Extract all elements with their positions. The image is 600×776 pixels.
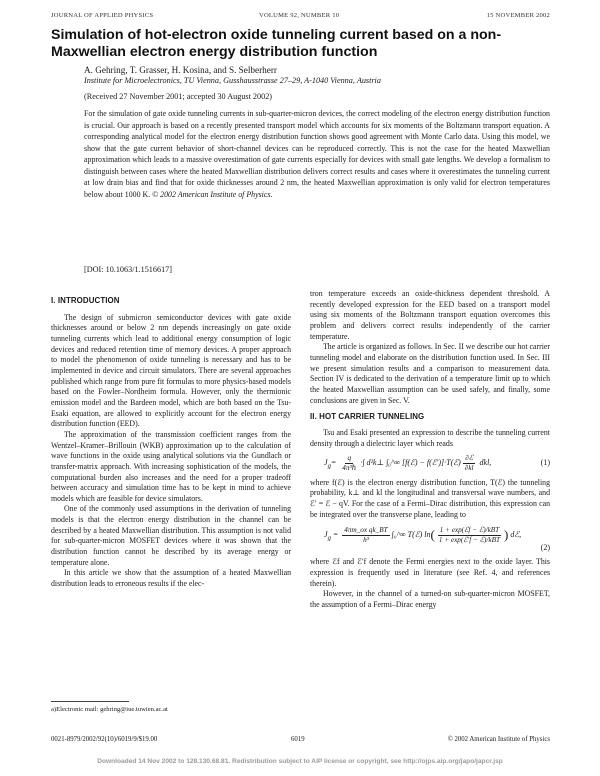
page-footer xyxy=(51,736,550,746)
body-paragraph: where ℰf and ℰ′f denote the Fermi energies next to the oxide layer. This expression is frequently used in literature (see Ref. 4, and references therein). xyxy=(310,557,550,588)
intro-paragraph: The design of submicron semiconductor devices with gate oxide thicknesses around or below 2 nm depends increasingly on gate oxide tunneling currents which lead to additional energy consumption of logic devices and reduced retention time of memory devices. A proper approach to model the phenomenon of oxide tunneling is necessary and has to be implemented in device and circuit simulators. There are several approaches published which range from pure fit formulas to more physics-based models based on the Fowler–Nordheim formula. However, only the thermionic emission model and the Bardeen model, which are both based on the Tsu-Esaki equation, are allowed to explicitly account for the electron energy distribution function (EED). xyxy=(51,312,291,429)
body-paragraph: However, in the channel of a turned-on sub-quarter-micron MOSFET, the assumption of a Fermi–Dirac energy xyxy=(310,589,550,609)
fraction: $\frac{\text{4πm\_ox qk\_BT}}{\text{h³}}$ xyxy=(344,526,388,544)
footnote: a)Electronic mail: gehring@iue.tuwien.ac.at xyxy=(51,706,168,713)
running-header xyxy=(51,12,550,22)
volume-number: VOLUME 92, NUMBER 10 xyxy=(259,12,340,19)
abstract-text: For the simulation of gate oxide tunneling currents in sub-quarter-micron devices, the correct modeling of the electron energy distribution function is crucial. Our approach is based on a recently presented transport model which accounts for six moments of the Boltzmann transport equation. A corresponding analytical model for the electron energy distribution function shows good agreement with Monte Carlo data. Using this model, we show that the gate current behavior of short-channel devices can be reproduced correctly. This is not the case for the heated Maxwellian approximation which leads to a massive overestimation of gate currents especially for devices with small gate lengths. We develop a formalism to distinguish between cases where the heated Maxwellian distribution delivers correct results and cases where it overestimates the tunneling current at low drain bias and find that for oxide thicknesses around 2 nm, the heated Maxwellian approximation is only valid for electron temperatures below about 1000 K. xyxy=(84,109,550,199)
download-notice: Downloaded 14 Nov 2002 to 128.130.68.81. Redistribution subject to AIP license or copyright, see http://ojps.aip.org/japo/japcr.jsp xyxy=(97,758,503,765)
footnote-divider xyxy=(51,701,129,702)
equation-1-body: $J_g=$ $\frac{q}{\text{4π³ℏ}}$ ·∫ d²k⊥ ∫₀^∞ [f(ℰ) − f(ℰ′)]·T(ℰ) $\frac{\text{∂ℰ}}{\partial kl}$ dkl, xyxy=(324,454,492,472)
equation-2 xyxy=(310,526,550,553)
footer-copyright: © 2002 American Institute of Physics xyxy=(447,736,550,743)
issn-code: 0021-8979/2002/92(10)/6019/9/$19.00 xyxy=(51,736,158,743)
equation-number: (2) xyxy=(540,542,550,552)
fraction: $\frac{q}{\text{4π³ℏ}}$ xyxy=(342,454,357,472)
author-list: A. Gehring, T. Grasser, H. Kosina, and S. Selberherr xyxy=(84,65,277,75)
fraction: $\frac{\text{∂ℰ}}{\partial kl}$ xyxy=(464,454,474,472)
intro-paragraph: The approximation of the transmission coefficient ranges from the Wentzel–Kramer–Brillouin (WKB) approximation up to the calculation of wave functions in the oxide using analytical solutions via the Gundlach or transfer-matrix approach. With increasing sophistication of the models, the computational burden also increases and the need for a proper tradeoff between accuracy and simulation time has to be kept in mind to achieve models which are feasible for device simulators. xyxy=(51,429,291,503)
body-paragraph: where f(ℰ) is the electron energy distribution function, T(ℰ) the tunneling probability, k⊥ and kl the longitudinal and transversal wave numbers, and ℰ′ = ℰ − qV. For the case of a Fermi–Dirac distribution, this expression can be integrated over the transverse plane, leading to xyxy=(310,477,550,519)
equation-2-body: $J_g$ = $\frac{\text{4πm\_ox qk\_BT}}{\text{h³}}$ ∫₀^∞ T(ℰ) ln( $\frac{\text{1 + exp(ℰf − ℰ)/kBT}}{\text{1 + exp(ℰ′f − ℰ)/kBT}}$ ) dℰ, xyxy=(324,526,522,544)
equation-1 xyxy=(310,454,550,472)
abstract-copyright: © 2002 American Institute of Physics. xyxy=(152,189,273,199)
intro-paragraph: In this article we show that the assumption of a heated Maxwellian distribution leads to erroneous results if the elec- xyxy=(51,568,291,589)
right-column xyxy=(310,289,550,611)
article-title: Simulation of hot-electron oxide tunneling current based on a non-Maxwellian electron energy distribution function xyxy=(51,27,502,60)
section-heading-introduction: I. INTRODUCTION xyxy=(51,296,120,305)
page-number: 6019 xyxy=(291,736,305,743)
body-paragraph: tron temperature exceeds an oxide-thickness dependent threshold. A recently developed expression for the EED based on a transport model using six moments of the Boltzmann transport equation overcomes this problem and delivers correct results independently of the carrier temperature. xyxy=(310,289,550,341)
issue-date: 15 NOVEMBER 2002 xyxy=(486,12,550,19)
fraction: $\frac{\text{1 + exp(ℰf − ℰ)/kBT}}{\text{1 + exp(ℰ′f − ℰ)/kBT}}$ xyxy=(438,526,500,544)
abstract xyxy=(84,108,550,200)
doi-link[interactable]: [DOI: 10.1063/1.1516617] xyxy=(84,265,173,274)
left-column xyxy=(51,296,291,590)
affiliation: Institute for Microelectronics, TU Vienna, Gusshausstrasse 27–29, A-1040 Vienna, Austria xyxy=(84,76,381,85)
body-paragraph: The article is organized as follows. In Sec. II we describe our hot carrier tunneling model and elaborate on the distribution function used. In Sec. III we present simulation results and a comparison to measurement data. Section IV is dedicated to the derivation of a temperature limit up to which the heated Maxwellian assumption can be used safely, and finally, some conclusions are given in Sec. V. xyxy=(310,342,550,405)
intro-paragraph: One of the commonly used assumptions in the derivation of tunneling models is that the electron energy distribution in the channel can be described by a heated Maxwellian distribution. This assumption is not valid for sub-quarter-micron MOSFET devices where it was shown that the distribution function cannot be described by its average energy or temperature alone. xyxy=(51,504,291,567)
body-paragraph: Tsu and Esaki presented an expression to describe the tunneling current density through a dielectric layer which reads xyxy=(310,427,550,448)
received-dates: (Received 27 November 2001; accepted 30 August 2002) xyxy=(84,92,273,101)
section-heading-hot-carrier-tunneling: II. HOT CARRIER TUNNELING xyxy=(310,412,425,422)
journal-name: JOURNAL OF APPLIED PHYSICS xyxy=(51,12,154,19)
equation-number: (1) xyxy=(540,458,550,468)
